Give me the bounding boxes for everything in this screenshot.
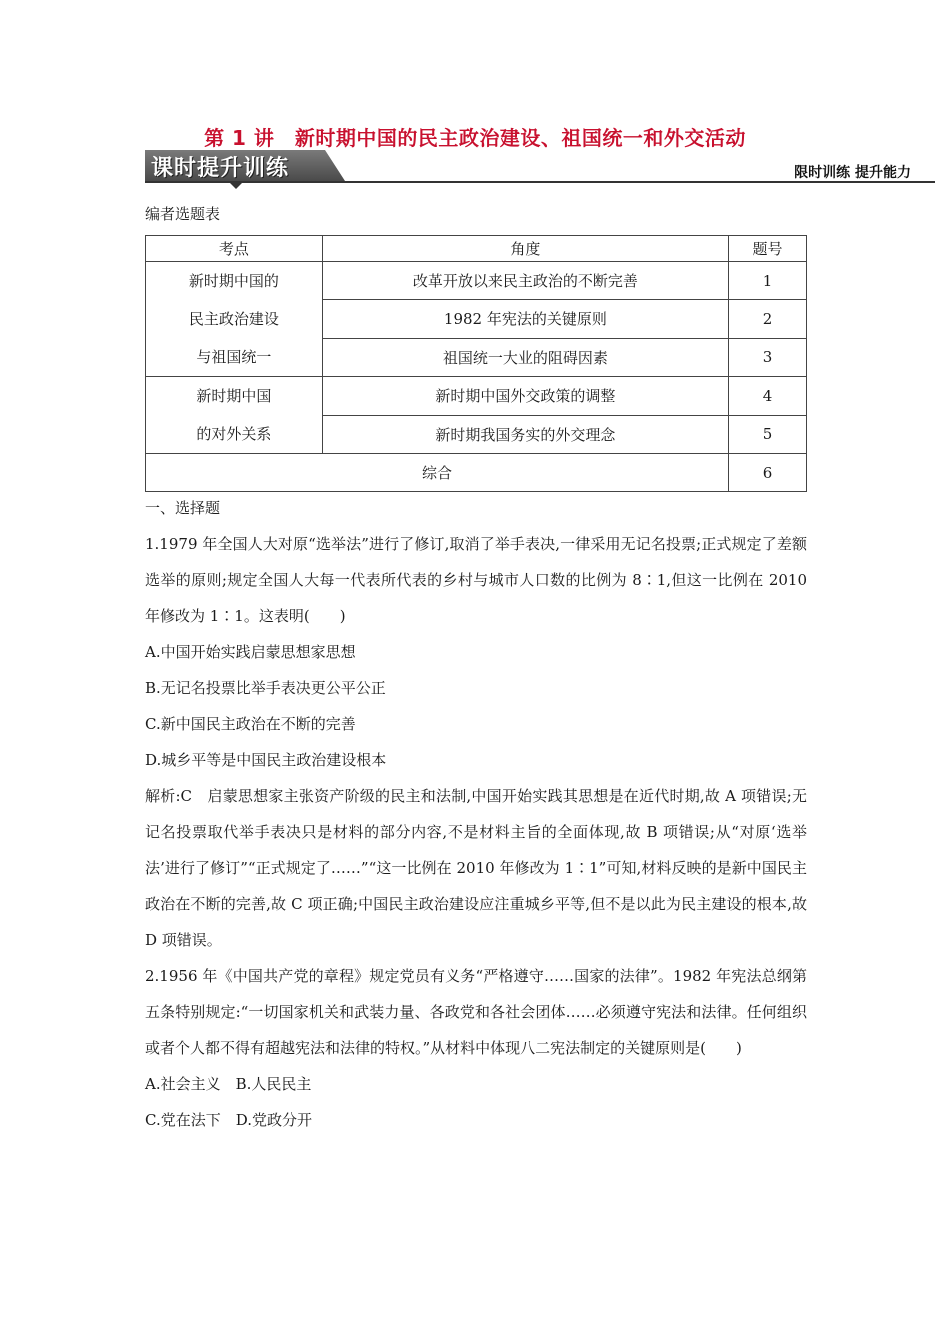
page-title: 第 1 讲 新时期中国的民主政治建设、祖国统一和外交活动 [204, 126, 746, 150]
question-1-option-d: D.城乡平等是中国民主政治建设根本 [145, 751, 387, 769]
section-banner [145, 150, 935, 184]
angle-cell: 改革开放以来民主政治的不断完善 [322, 262, 728, 300]
number-cell: 1 [729, 262, 807, 300]
topic-line: 新时期中国的 [188, 272, 279, 290]
banner-arrow-icon [230, 183, 242, 189]
angle-cell: 新时期中国外交政策的调整 [322, 377, 728, 416]
question-body [145, 490, 807, 1138]
topic-table [145, 235, 807, 492]
table-row [146, 262, 807, 300]
table-header-row [146, 236, 807, 262]
question-1-option-b: B.无记名投票比举手表决更公平公正 [145, 679, 386, 697]
question-2-options-ab: A.社会主义 B.人民民主 [145, 1075, 312, 1093]
question-1-option-c: C.新中国民主政治在不断的完善 [145, 715, 356, 733]
question-1-analysis: 解析:C 启蒙思想家主张资产阶级的民主和法制,中国开始实践其思想是在近代时期,故 A 项错误;无记名投票取代举手表决只是材料的部分内容,不是材料主旨的全面体现,故 B 项错误;从“对原‘选举法’进行了修订”“正式规定了……”“这一比例在 2010 年修改为 1∶1”可知,材料反映的是新中国民主政治在不断的完善,故 C 项正确;中国民主政治建设应注重城乡平等,但不是以此为民主建设的根本,故 D 项错误。 [145, 787, 807, 949]
topic-line: 新时期中国 [196, 387, 272, 405]
angle-cell: 新时期我国务实的外交理念 [322, 415, 728, 454]
banner-tab-label: 课时提升训练 [151, 156, 290, 181]
question-2-stem: 2.1956 年《中国共产党的章程》规定党员有义务“严格遵守……国家的法律”。1982 年宪法总纲第五条特别规定:“一切国家机关和武装力量、各政党和各社会团体……必须遵守宪法和法律。任何组织或者个人都不得有超越宪法和法律的特权。”从材料中体现八二宪法制定的关键原则是( ) [145, 967, 807, 1057]
table-row [146, 377, 807, 416]
topic-cell [146, 262, 323, 377]
question-2-options-cd: C.党在法下 D.党政分开 [145, 1111, 312, 1129]
number-cell: 3 [729, 338, 807, 376]
question-1-stem: 1.1979 年全国人大对原“选举法”进行了修订,取消了举手表决,一律采用无记名投票;正式规定了差额选举的原则;规定全国人大每一代表所代表的乡村与城市人口数的比例为 8∶1,但这一比例在 2010 年修改为 1∶1。这表明( ) [145, 535, 807, 625]
summary-label: 综合 [146, 454, 729, 492]
topic-line: 民主政治建设 [188, 310, 279, 328]
header-angle: 角度 [322, 236, 728, 262]
angle-cell: 1982 年宪法的关键原则 [322, 300, 728, 338]
topic-line: 的对外关系 [196, 425, 272, 443]
topic-line: 与祖国统一 [196, 348, 272, 366]
number-cell: 6 [729, 454, 807, 492]
number-cell: 2 [729, 300, 807, 338]
section-heading: 一、选择题 [145, 499, 221, 517]
table-caption: 编者选题表 [145, 205, 221, 223]
question-1-option-a: A.中国开始实践启蒙思想家思想 [145, 643, 356, 661]
header-topic: 考点 [146, 236, 323, 262]
number-cell: 4 [729, 377, 807, 416]
topic-cell [146, 377, 323, 454]
banner-right-label: 限时训练 提升能力 [794, 165, 911, 181]
angle-cell: 祖国统一大业的阻碍因素 [322, 338, 728, 376]
header-number: 题号 [729, 236, 807, 262]
table-summary-row [146, 454, 807, 492]
number-cell: 5 [729, 415, 807, 454]
